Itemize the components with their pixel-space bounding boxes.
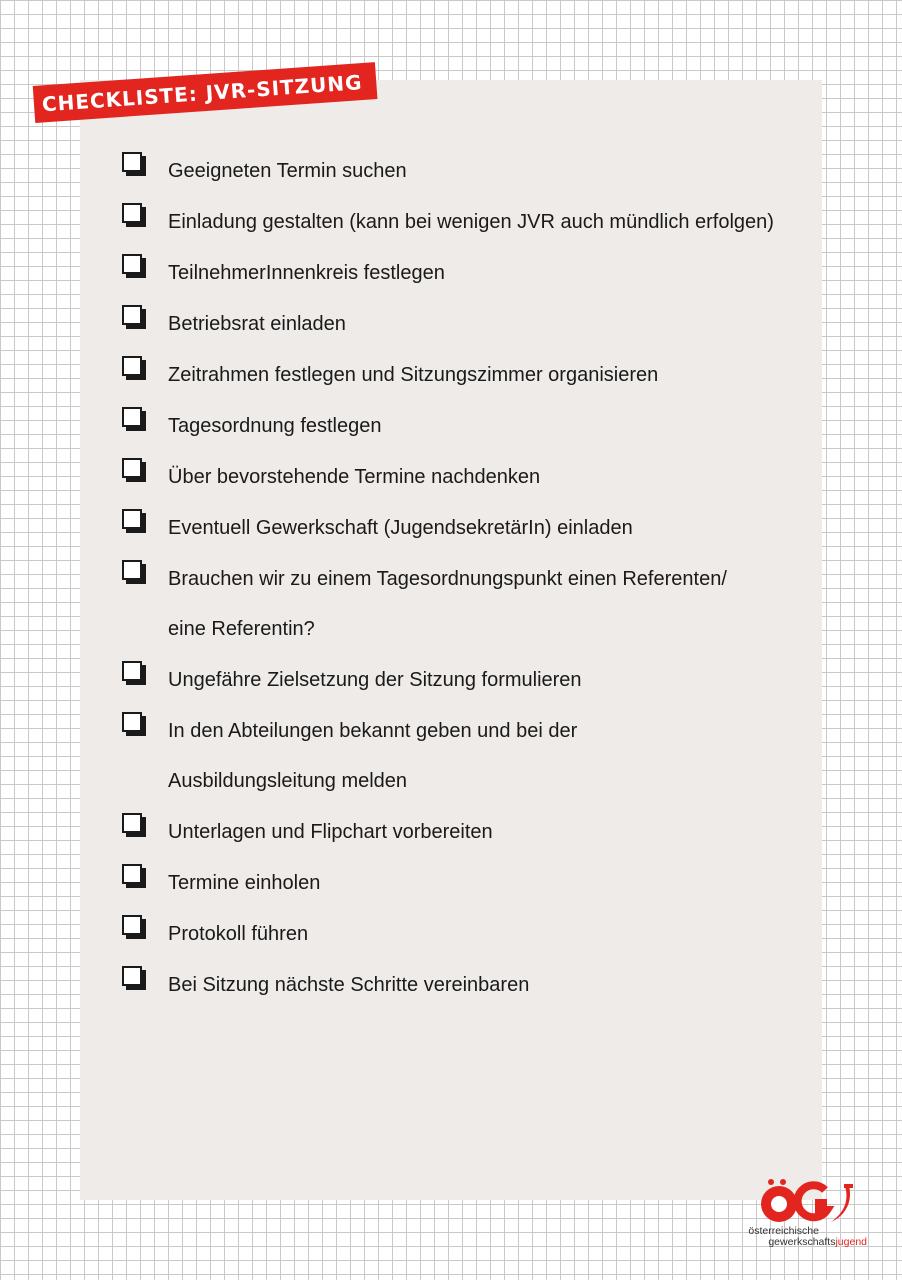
checkbox-icon <box>122 458 142 478</box>
checkbox-icon <box>122 560 142 580</box>
checklist-item <box>120 909 800 959</box>
checkbox-icon <box>122 915 142 935</box>
checklist-item-label: eine Referentin? <box>168 618 315 640</box>
checkbox-icon <box>122 203 142 223</box>
checklist-item <box>120 452 800 502</box>
checklist-item-label: TeilnehmerInnenkreis festlegen <box>168 262 445 284</box>
checklist-item-label: Protokoll führen <box>168 923 309 945</box>
logo-line-2 <box>768 1236 867 1248</box>
oegj-logo-mark-icon <box>749 1176 869 1224</box>
checklist-item <box>120 807 800 857</box>
checklist-item-label: Ungefähre Zielsetzung der Sitzung formulieren <box>168 669 582 691</box>
checklist-item-label: Eventuell Gewerkschaft (JugendsekretärIn) einladen <box>168 517 633 539</box>
checkbox-icon <box>122 254 142 274</box>
checklist-item <box>120 146 800 196</box>
logo-line-2-main: gewerkschafts <box>768 1236 836 1248</box>
checkbox-icon <box>122 356 142 376</box>
checklist-item <box>120 554 800 654</box>
checklist-item <box>120 350 800 400</box>
page-title: CHECKLISTE: JVR-SITZUNG <box>33 62 378 123</box>
checklist-item-label: Brauchen wir zu einem Tagesordnungspunkt einen Referenten/ <box>168 568 727 590</box>
checklist-item-label: In den Abteilungen bekannt geben und bei der <box>168 720 578 742</box>
checkbox-icon <box>122 813 142 833</box>
checklist-item <box>120 197 800 247</box>
logo-line-2-accent: jugend <box>835 1236 867 1248</box>
checklist-item-label: Zeitrahmen festlegen und Sitzungszimmer organisieren <box>168 364 659 386</box>
checklist-item-label: Unterlagen und Flipchart vorbereiten <box>168 821 493 843</box>
checkbox-icon <box>122 661 142 681</box>
checklist-item <box>120 401 800 451</box>
checklist-item-label: Betriebsrat einladen <box>168 313 346 335</box>
checkbox-icon <box>122 152 142 172</box>
checklist-item <box>120 655 800 705</box>
checklist-item <box>120 706 800 806</box>
checkbox-icon <box>122 966 142 986</box>
checklist-item-label: Bei Sitzung nächste Schritte vereinbaren <box>168 974 530 996</box>
checklist-item <box>120 858 800 908</box>
checklist-item <box>120 248 800 298</box>
checkbox-icon <box>122 305 142 325</box>
checkbox-icon <box>122 407 142 427</box>
checklist-item-label: Einladung gestalten (kann bei wenigen JVR auch mündlich erfolgen) <box>168 211 774 233</box>
checklist-item-label: Über bevorstehende Termine nachdenken <box>168 466 541 488</box>
checklist <box>120 156 800 1010</box>
checkbox-icon <box>122 509 142 529</box>
checklist-item <box>120 503 800 553</box>
checklist-item-label: Tagesordnung festlegen <box>168 415 382 437</box>
checklist-item <box>120 299 800 349</box>
checkbox-icon <box>122 864 142 884</box>
oegj-logo <box>749 1176 869 1251</box>
logo-line-1: österreichische <box>748 1225 819 1237</box>
checklist-item-label: Ausbildungsleitung melden <box>168 770 408 792</box>
checklist-item-label: Geeigneten Termin suchen <box>168 160 407 182</box>
checkbox-icon <box>122 712 142 732</box>
checklist-item <box>120 960 800 1010</box>
checklist-item-label: Termine einholen <box>168 872 321 894</box>
